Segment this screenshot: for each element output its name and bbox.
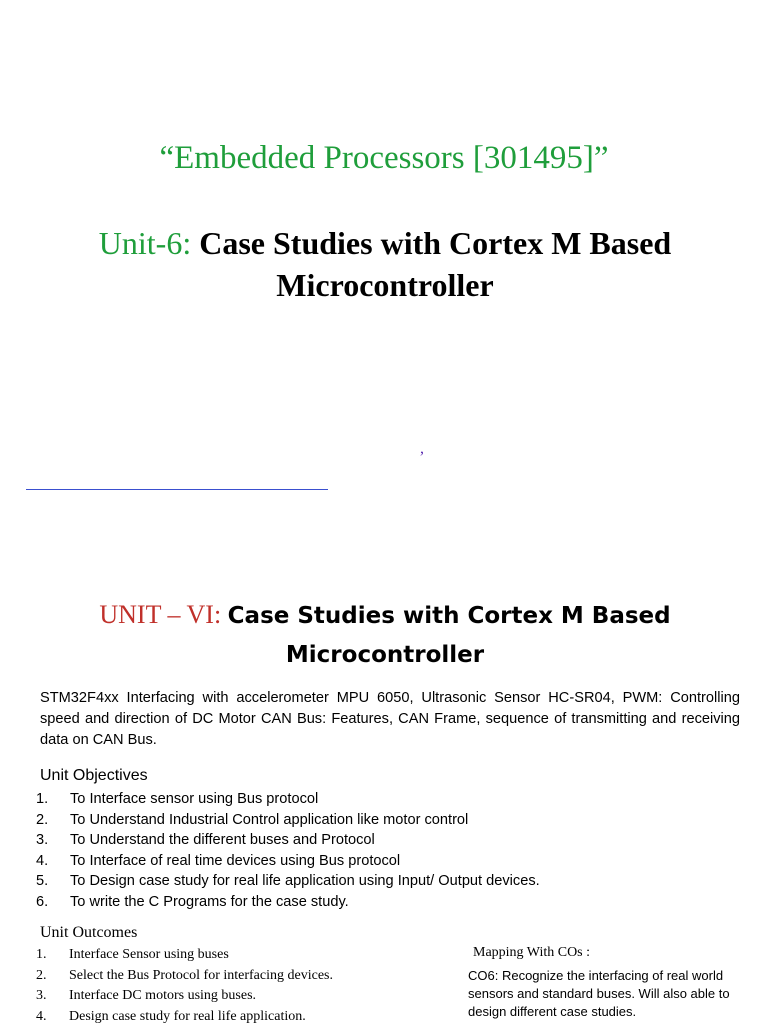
list-text: To Interface sensor using Bus protocol xyxy=(70,789,318,810)
list-text: Interface Sensor using buses xyxy=(69,945,229,966)
unit-heading-label: UNIT – VI: xyxy=(99,600,227,629)
list-item xyxy=(36,986,456,1007)
list-text: Interface DC motors using buses. xyxy=(69,986,256,1007)
course-title: “Embedded Processors [301495]” xyxy=(0,140,768,177)
co-mapping-text: CO6: Recognize the interfacing of real world sensors and standard buses. Will also able to design different case studies. xyxy=(468,967,758,1021)
list-item xyxy=(36,830,736,851)
list-text: To Understand the different buses and Protocol xyxy=(70,830,375,851)
unit-heading-text: Case Studies with Cortex M Based Microcontroller xyxy=(228,603,671,668)
list-item xyxy=(36,892,736,913)
list-item xyxy=(36,810,736,831)
unit-title xyxy=(40,222,730,306)
link-underline xyxy=(26,489,328,490)
list-number: 6. xyxy=(36,892,48,913)
list-item xyxy=(36,966,456,987)
list-number: 2. xyxy=(36,810,48,831)
list-number: 4. xyxy=(36,851,48,872)
list-number: 3. xyxy=(36,830,48,851)
objectives-heading: Unit Objectives xyxy=(40,767,148,785)
list-number: 3. xyxy=(36,986,47,1007)
list-text: To Understand Industrial Control application like motor control xyxy=(70,810,468,831)
unit-title-text: Case Studies with Cortex M Based Microcontroller xyxy=(199,225,671,303)
list-text: Select the Bus Protocol for interfacing devices. xyxy=(69,966,333,987)
syllabus-paragraph: STM32F4xx Interfacing with accelerometer MPU 6050, Ultrasonic Sensor HC-SR04, PWM: Controlling speed and direction of DC Motor CAN Bus: Features, CAN Frame, sequence of transmitting and receiving data on CAN Bus. xyxy=(40,688,740,751)
list-text: To Design case study for real life application using Input/ Output devices. xyxy=(70,871,540,892)
mapping-heading: Mapping With COs : xyxy=(473,945,590,961)
unit-title-label: Unit-6: xyxy=(99,225,199,261)
list-number: 2. xyxy=(36,966,47,987)
outcomes-list xyxy=(36,945,456,1027)
list-number: 4. xyxy=(36,1007,47,1027)
list-item xyxy=(36,789,736,810)
objectives-list xyxy=(36,789,736,912)
list-item xyxy=(36,945,456,966)
outcomes-heading: Unit Outcomes xyxy=(40,924,137,942)
list-number: 1. xyxy=(36,789,48,810)
list-number: 1. xyxy=(36,945,47,966)
list-text: Design case study for real life application. xyxy=(69,1007,306,1027)
list-number: 5. xyxy=(36,871,48,892)
list-item xyxy=(36,851,736,872)
stray-comma: , xyxy=(420,440,424,458)
list-text: To Interface of real time devices using Bus protocol xyxy=(70,851,400,872)
list-text: To write the C Programs for the case study. xyxy=(70,892,349,913)
list-item xyxy=(36,871,736,892)
unit-heading xyxy=(40,596,730,674)
